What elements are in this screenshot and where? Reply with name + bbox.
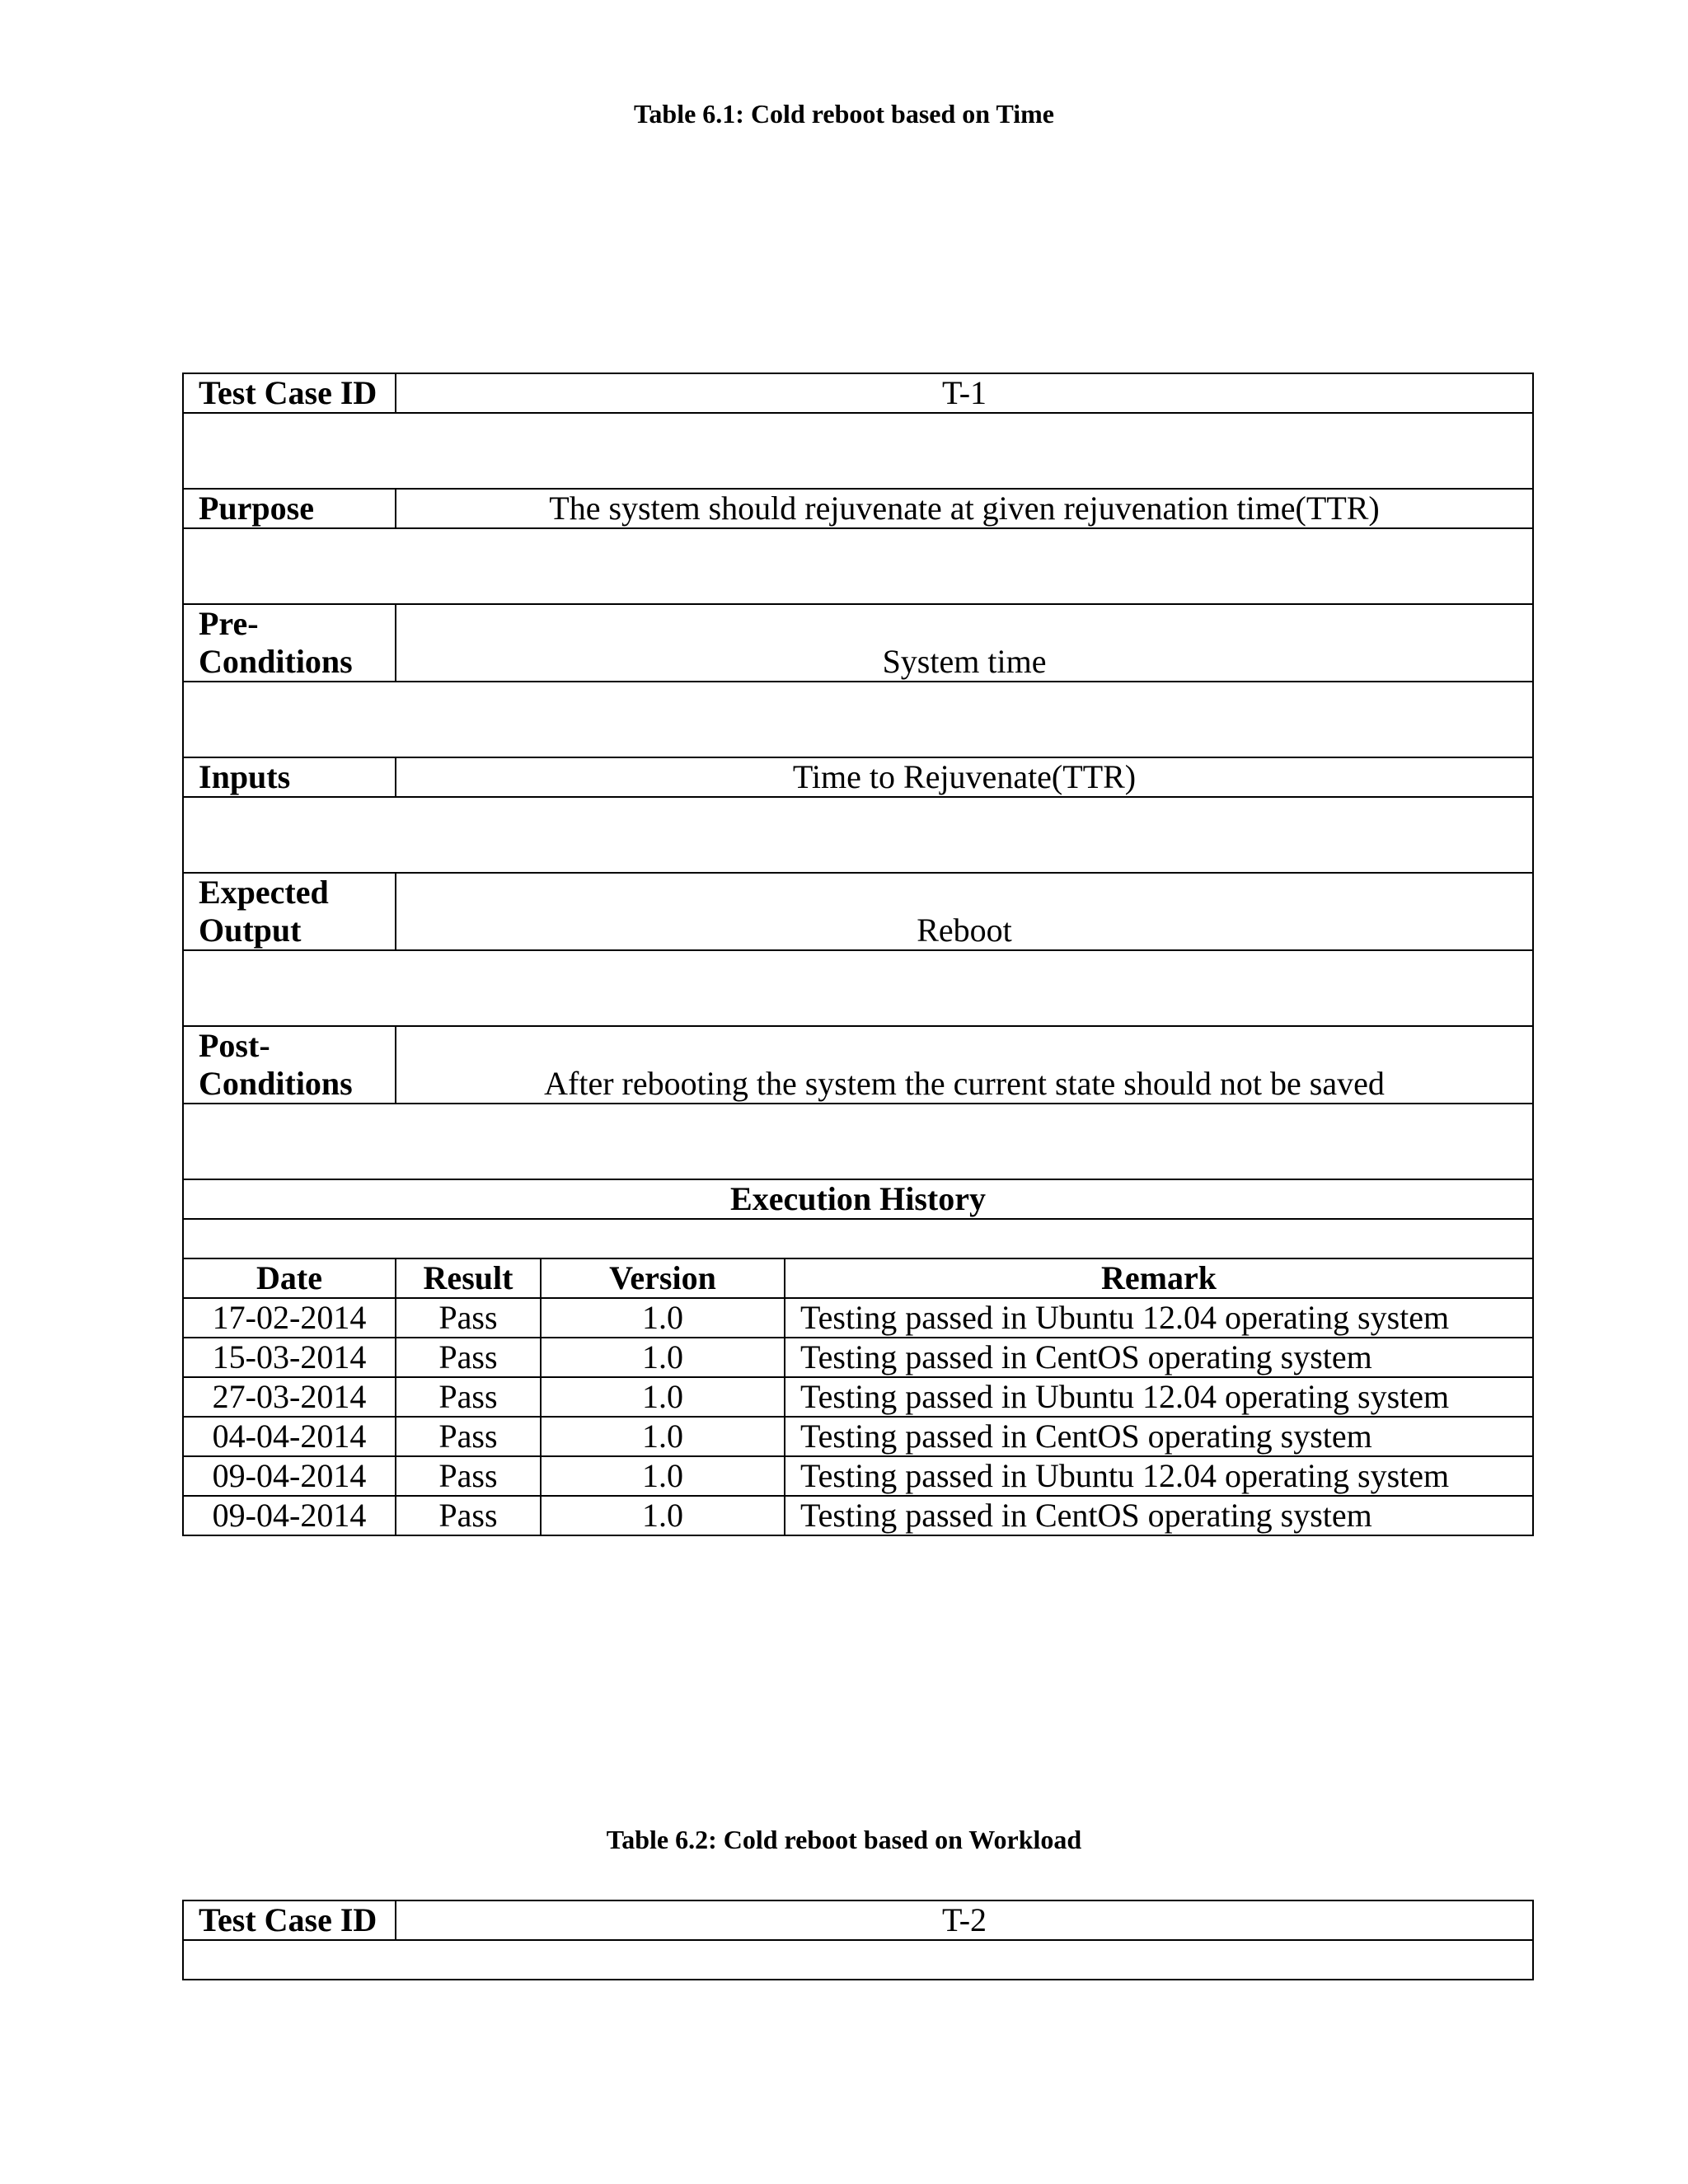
- test-case-id-label: Test Case ID: [183, 373, 396, 413]
- purpose-label: Purpose: [183, 489, 396, 528]
- spacer-row: [183, 528, 1533, 604]
- history-version: 1.0: [541, 1496, 785, 1535]
- test-case-id-label: Test Case ID: [183, 1900, 396, 1940]
- history-remark: Testing passed in Ubuntu 12.04 operating system: [785, 1298, 1533, 1338]
- expected-output-label-line2: Output: [199, 912, 302, 949]
- spacer-cell: [183, 682, 1533, 757]
- spacer-cell: [183, 1104, 1533, 1179]
- spacer-cell: [183, 950, 1533, 1026]
- spacer-cell: [183, 528, 1533, 604]
- history-remark: Testing passed in CentOS operating system: [785, 1417, 1533, 1456]
- spacer-cell: [183, 1940, 1533, 1980]
- history-row: [183, 1496, 1533, 1535]
- history-result: Pass: [396, 1456, 541, 1496]
- history-row: [183, 1338, 1533, 1377]
- post-conditions-row: [183, 1026, 1533, 1104]
- history-version: 1.0: [541, 1377, 785, 1417]
- spacer-row: [183, 950, 1533, 1026]
- spacer-row: [183, 797, 1533, 873]
- test-case-id-row: [183, 373, 1533, 413]
- column-header-date: Date: [183, 1258, 396, 1298]
- spacer-row: [183, 1940, 1533, 1980]
- history-row: [183, 1417, 1533, 1456]
- history-version: 1.0: [541, 1417, 785, 1456]
- column-header-version: Version: [541, 1258, 785, 1298]
- history-result: Pass: [396, 1338, 541, 1377]
- expected-output-row: [183, 873, 1533, 950]
- inputs-label: Inputs: [183, 757, 396, 797]
- spacer-row: [183, 413, 1533, 489]
- pre-conditions-value: System time: [396, 604, 1533, 682]
- column-header-remark: Remark: [785, 1258, 1533, 1298]
- test-case-id-value: T-1: [396, 373, 1533, 413]
- expected-output-value: Reboot: [396, 873, 1533, 950]
- history-row: [183, 1456, 1533, 1496]
- pre-conditions-row: [183, 604, 1533, 682]
- execution-history-title: Execution History: [183, 1179, 1533, 1219]
- history-row: [183, 1377, 1533, 1417]
- spacer-cell: [183, 413, 1533, 489]
- test-case-id-row: [183, 1900, 1533, 1940]
- history-date: 09-04-2014: [183, 1496, 396, 1535]
- inputs-value: Time to Rejuvenate(TTR): [396, 757, 1533, 797]
- spacer-cell: [183, 1219, 1533, 1258]
- spacer-row: [183, 1104, 1533, 1179]
- history-date: 09-04-2014: [183, 1456, 396, 1496]
- history-result: Pass: [396, 1417, 541, 1456]
- expected-output-label: [183, 873, 396, 950]
- history-result: Pass: [396, 1377, 541, 1417]
- history-version: 1.0: [541, 1298, 785, 1338]
- history-remark: Testing passed in CentOS operating system: [785, 1496, 1533, 1535]
- table-1-caption: Table 6.1: Cold reboot based on Time: [633, 99, 1054, 129]
- history-row: [183, 1298, 1533, 1338]
- post-conditions-label: [183, 1026, 396, 1104]
- pre-conditions-label-line2: Conditions: [199, 643, 353, 680]
- history-remark: Testing passed in CentOS operating system: [785, 1338, 1533, 1377]
- history-date: 15-03-2014: [183, 1338, 396, 1377]
- pre-conditions-label: [183, 604, 396, 682]
- inputs-row: [183, 757, 1533, 797]
- test-case-table-t2: [182, 1900, 1534, 1980]
- purpose-value: The system should rejuvenate at given rejuvenation time(TTR): [396, 489, 1533, 528]
- history-date: 04-04-2014: [183, 1417, 396, 1456]
- history-version: 1.0: [541, 1456, 785, 1496]
- test-case-table-t1: [182, 373, 1534, 1536]
- history-remark: Testing passed in Ubuntu 12.04 operating system: [785, 1456, 1533, 1496]
- history-date: 27-03-2014: [183, 1377, 396, 1417]
- spacer-row: [183, 1219, 1533, 1258]
- test-case-id-value: T-2: [396, 1900, 1533, 1940]
- spacer-cell: [183, 797, 1533, 873]
- history-remark: Testing passed in Ubuntu 12.04 operating system: [785, 1377, 1533, 1417]
- table-2-caption: Table 6.2: Cold reboot based on Workload: [606, 1825, 1082, 1854]
- expected-output-label-line1: Expected: [199, 874, 329, 911]
- post-conditions-label-line2: Conditions: [199, 1065, 353, 1102]
- column-header-result: Result: [396, 1258, 541, 1298]
- history-result: Pass: [396, 1298, 541, 1338]
- purpose-row: [183, 489, 1533, 528]
- post-conditions-label-line1: Post-: [199, 1027, 270, 1064]
- execution-history-header-row: [183, 1179, 1533, 1219]
- post-conditions-value: After rebooting the system the current state should not be saved: [396, 1026, 1533, 1104]
- history-column-headers: [183, 1258, 1533, 1298]
- history-version: 1.0: [541, 1338, 785, 1377]
- history-result: Pass: [396, 1496, 541, 1535]
- pre-conditions-label-line1: Pre-: [199, 605, 259, 642]
- history-date: 17-02-2014: [183, 1298, 396, 1338]
- spacer-row: [183, 682, 1533, 757]
